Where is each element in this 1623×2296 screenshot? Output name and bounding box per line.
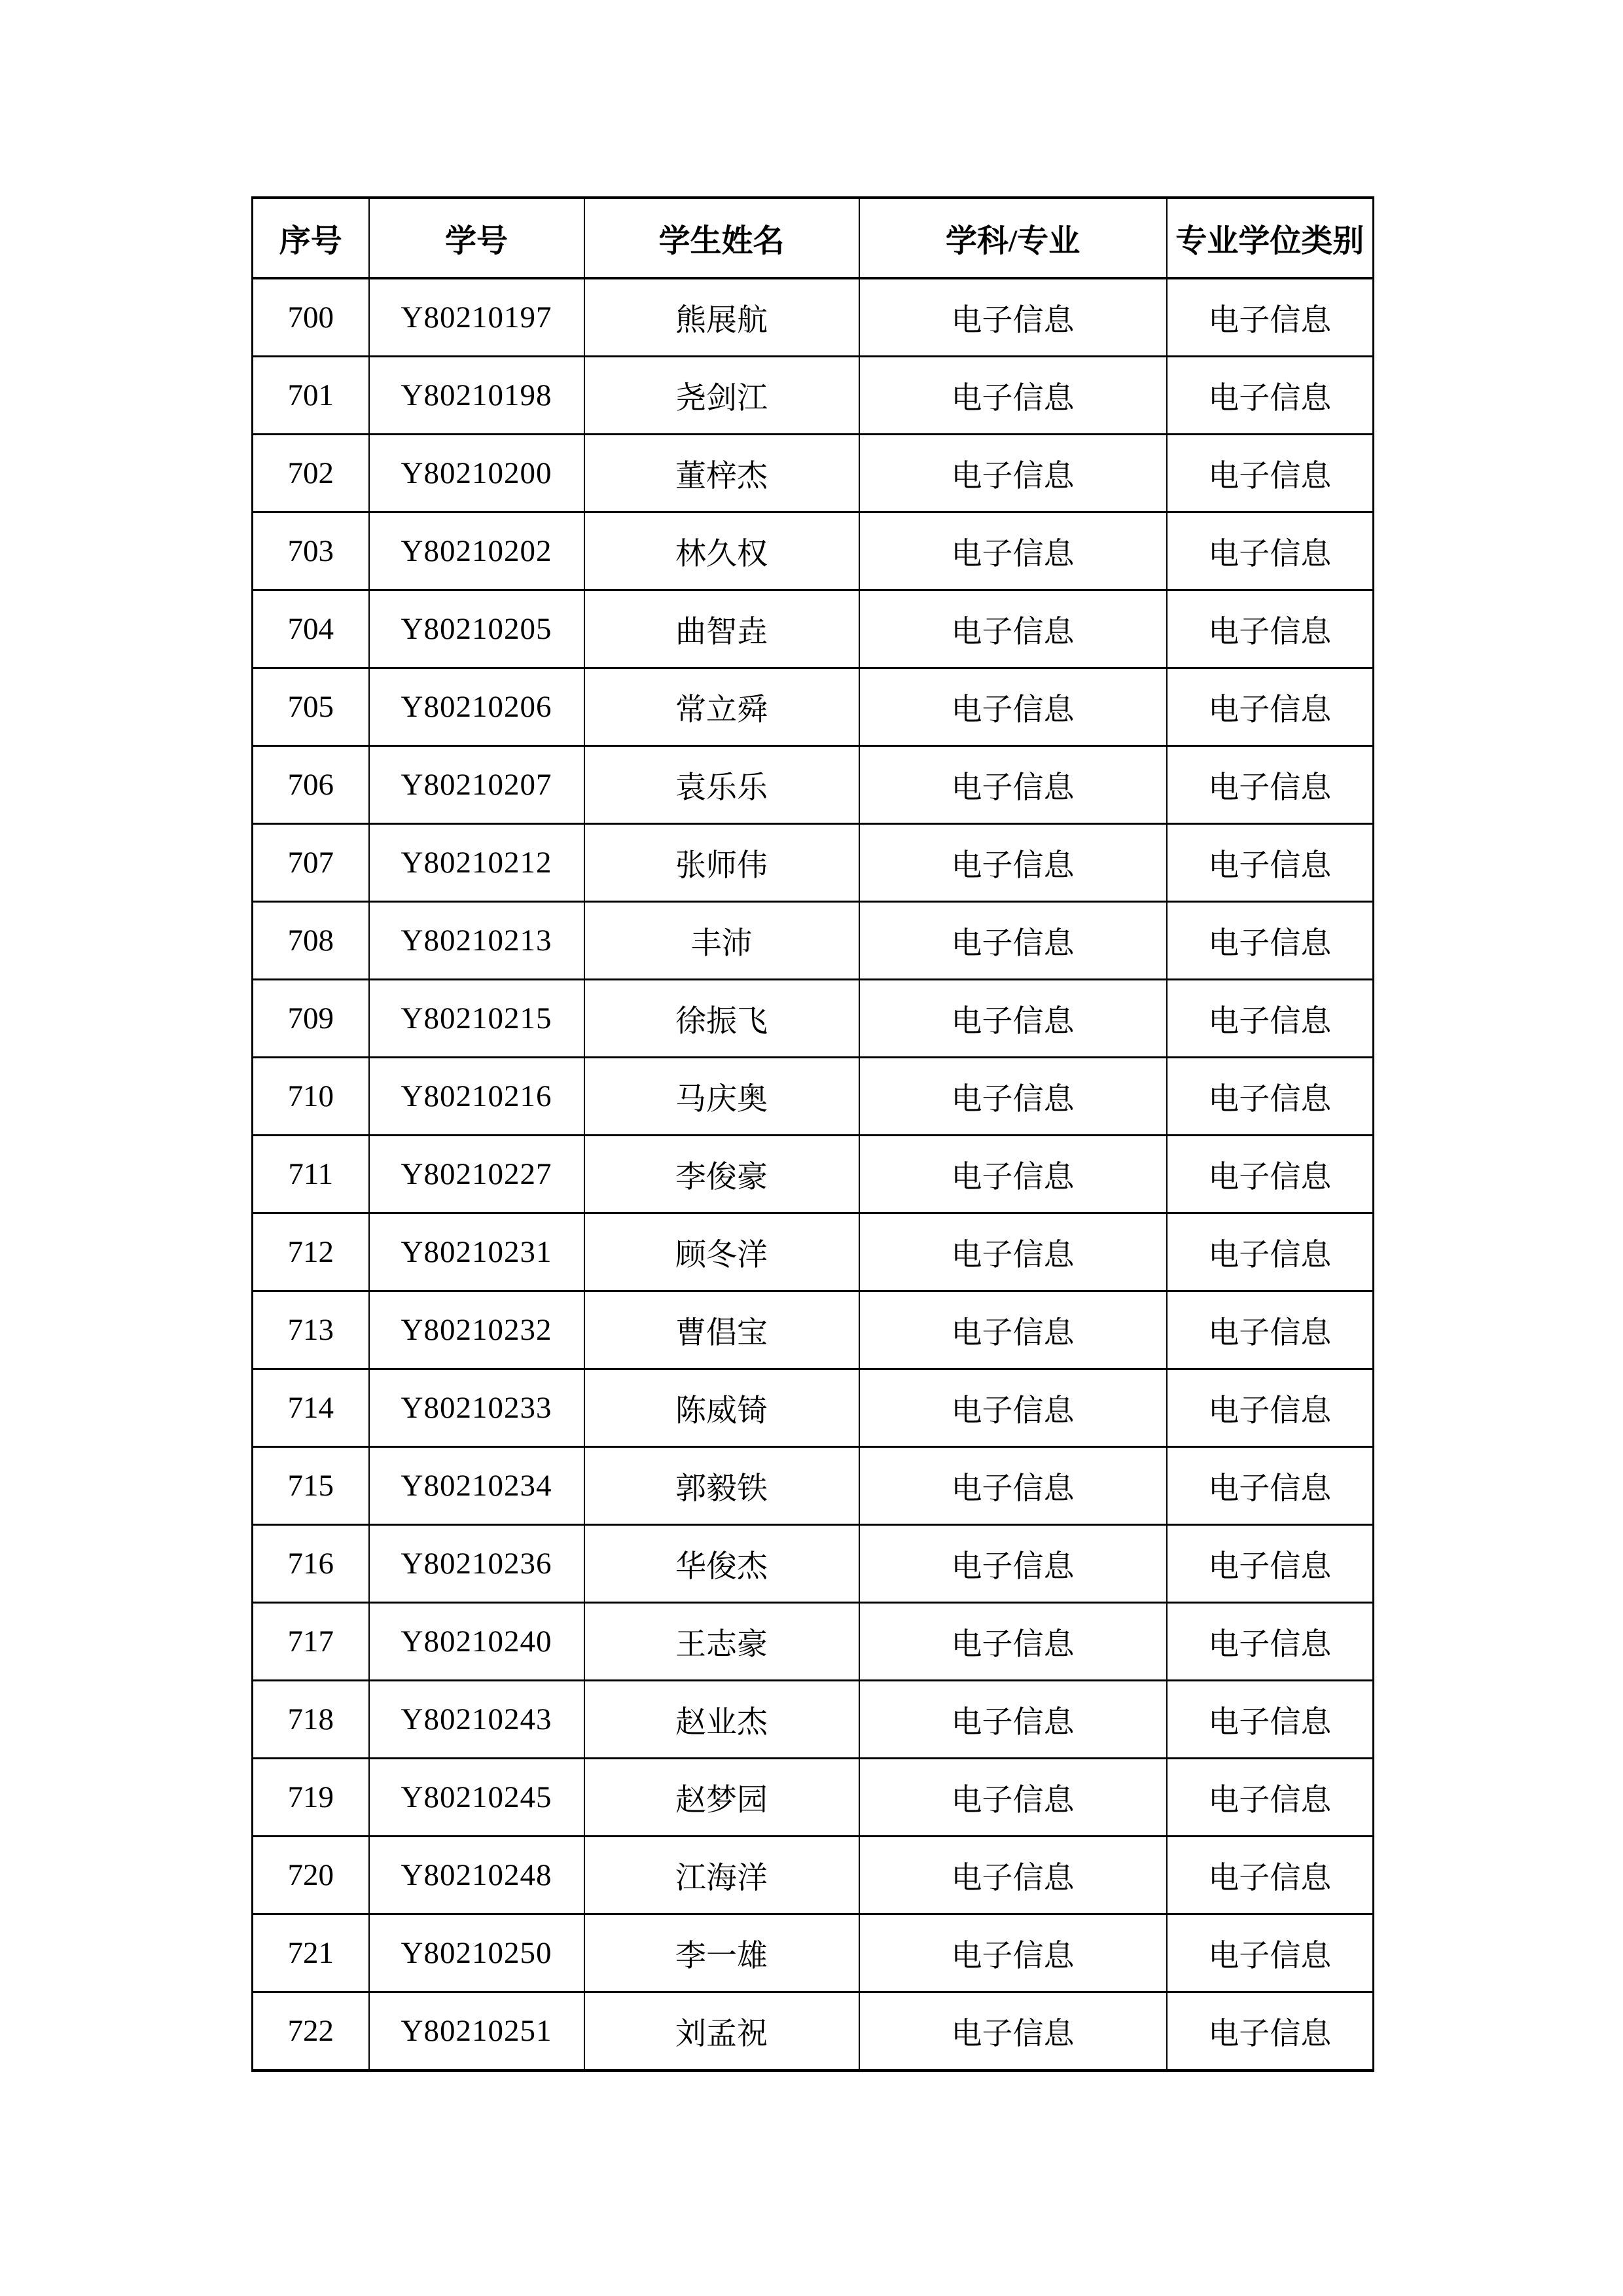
header-index: 序号 bbox=[253, 198, 369, 278]
cell-index: 721 bbox=[253, 1914, 369, 1992]
cell-index: 712 bbox=[253, 1213, 369, 1291]
cell-student-id: Y80210197 bbox=[369, 278, 584, 357]
cell-student-name: 曹倡宝 bbox=[584, 1291, 859, 1369]
table-row bbox=[253, 1759, 1374, 1837]
cell-degree-category: 电子信息 bbox=[1167, 824, 1374, 902]
cell-major: 电子信息 bbox=[859, 746, 1167, 824]
cell-student-id: Y80210240 bbox=[369, 1603, 584, 1681]
cell-degree-category: 电子信息 bbox=[1167, 1759, 1374, 1837]
cell-student-id: Y80210227 bbox=[369, 1136, 584, 1213]
cell-degree-category: 电子信息 bbox=[1167, 746, 1374, 824]
cell-major: 电子信息 bbox=[859, 1447, 1167, 1525]
cell-index: 708 bbox=[253, 902, 369, 980]
cell-major: 电子信息 bbox=[859, 980, 1167, 1058]
table-row bbox=[253, 1914, 1374, 1992]
cell-major: 电子信息 bbox=[859, 1291, 1167, 1369]
cell-student-id: Y80210200 bbox=[369, 435, 584, 512]
cell-major: 电子信息 bbox=[859, 357, 1167, 435]
cell-student-name: 徐振飞 bbox=[584, 980, 859, 1058]
cell-student-name: 赵梦园 bbox=[584, 1759, 859, 1837]
cell-major: 电子信息 bbox=[859, 590, 1167, 668]
cell-index: 700 bbox=[253, 278, 369, 357]
cell-index: 716 bbox=[253, 1525, 369, 1603]
header-student-name: 学生姓名 bbox=[584, 198, 859, 278]
cell-student-name: 尧剑江 bbox=[584, 357, 859, 435]
table-row bbox=[253, 1603, 1374, 1681]
cell-student-id: Y80210213 bbox=[369, 902, 584, 980]
cell-major: 电子信息 bbox=[859, 1369, 1167, 1447]
cell-major: 电子信息 bbox=[859, 512, 1167, 590]
cell-major: 电子信息 bbox=[859, 1136, 1167, 1213]
cell-student-id: Y80210231 bbox=[369, 1213, 584, 1291]
cell-major: 电子信息 bbox=[859, 824, 1167, 902]
cell-student-name: 董梓杰 bbox=[584, 435, 859, 512]
table-row bbox=[253, 1058, 1374, 1136]
cell-student-id: Y80210206 bbox=[369, 668, 584, 746]
cell-index: 715 bbox=[253, 1447, 369, 1525]
cell-student-id: Y80210236 bbox=[369, 1525, 584, 1603]
cell-student-name: 郭毅铁 bbox=[584, 1447, 859, 1525]
cell-student-name: 江海洋 bbox=[584, 1837, 859, 1914]
cell-major: 电子信息 bbox=[859, 902, 1167, 980]
table-row bbox=[253, 902, 1374, 980]
cell-degree-category: 电子信息 bbox=[1167, 1681, 1374, 1759]
header-student-id: 学号 bbox=[369, 198, 584, 278]
cell-major: 电子信息 bbox=[859, 1525, 1167, 1603]
cell-degree-category: 电子信息 bbox=[1167, 1914, 1374, 1992]
cell-index: 705 bbox=[253, 668, 369, 746]
cell-major: 电子信息 bbox=[859, 278, 1167, 357]
cell-student-name: 王志豪 bbox=[584, 1603, 859, 1681]
cell-student-name: 张师伟 bbox=[584, 824, 859, 902]
cell-student-id: Y80210198 bbox=[369, 357, 584, 435]
cell-student-id: Y80210245 bbox=[369, 1759, 584, 1837]
cell-index: 704 bbox=[253, 590, 369, 668]
cell-student-name: 李俊豪 bbox=[584, 1136, 859, 1213]
cell-student-name: 常立舜 bbox=[584, 668, 859, 746]
cell-degree-category: 电子信息 bbox=[1167, 278, 1374, 357]
cell-degree-category: 电子信息 bbox=[1167, 1369, 1374, 1447]
cell-major: 电子信息 bbox=[859, 1603, 1167, 1681]
table-row bbox=[253, 1837, 1374, 1914]
table-row bbox=[253, 1136, 1374, 1213]
cell-index: 717 bbox=[253, 1603, 369, 1681]
cell-degree-category: 电子信息 bbox=[1167, 1603, 1374, 1681]
cell-student-id: Y80210233 bbox=[369, 1369, 584, 1447]
cell-student-name: 赵业杰 bbox=[584, 1681, 859, 1759]
header-major: 学科/专业 bbox=[859, 198, 1167, 278]
cell-index: 702 bbox=[253, 435, 369, 512]
cell-index: 720 bbox=[253, 1837, 369, 1914]
cell-degree-category: 电子信息 bbox=[1167, 1447, 1374, 1525]
table-row bbox=[253, 357, 1374, 435]
table-row bbox=[253, 1213, 1374, 1291]
table-row bbox=[253, 746, 1374, 824]
cell-degree-category: 电子信息 bbox=[1167, 1992, 1374, 2071]
table-body bbox=[253, 278, 1374, 2071]
table-row bbox=[253, 1992, 1374, 2071]
table-row bbox=[253, 278, 1374, 357]
table-row bbox=[253, 1681, 1374, 1759]
cell-student-name: 顾冬洋 bbox=[584, 1213, 859, 1291]
table-row bbox=[253, 1525, 1374, 1603]
cell-index: 710 bbox=[253, 1058, 369, 1136]
cell-degree-category: 电子信息 bbox=[1167, 1136, 1374, 1213]
cell-student-name: 华俊杰 bbox=[584, 1525, 859, 1603]
cell-degree-category: 电子信息 bbox=[1167, 1837, 1374, 1914]
cell-index: 701 bbox=[253, 357, 369, 435]
table-row bbox=[253, 512, 1374, 590]
cell-major: 电子信息 bbox=[859, 1837, 1167, 1914]
cell-index: 714 bbox=[253, 1369, 369, 1447]
cell-student-name: 袁乐乐 bbox=[584, 746, 859, 824]
table-row bbox=[253, 668, 1374, 746]
cell-degree-category: 电子信息 bbox=[1167, 1213, 1374, 1291]
cell-student-id: Y80210202 bbox=[369, 512, 584, 590]
table-row bbox=[253, 1291, 1374, 1369]
cell-student-id: Y80210205 bbox=[369, 590, 584, 668]
cell-major: 电子信息 bbox=[859, 668, 1167, 746]
cell-major: 电子信息 bbox=[859, 435, 1167, 512]
cell-major: 电子信息 bbox=[859, 1213, 1167, 1291]
cell-student-id: Y80210251 bbox=[369, 1992, 584, 2071]
cell-degree-category: 电子信息 bbox=[1167, 590, 1374, 668]
cell-student-name: 林久权 bbox=[584, 512, 859, 590]
table-row bbox=[253, 590, 1374, 668]
cell-student-id: Y80210215 bbox=[369, 980, 584, 1058]
header-degree-category: 专业学位类别 bbox=[1167, 198, 1374, 278]
cell-student-id: Y80210250 bbox=[369, 1914, 584, 1992]
cell-index: 706 bbox=[253, 746, 369, 824]
cell-student-id: Y80210207 bbox=[369, 746, 584, 824]
cell-student-id: Y80210216 bbox=[369, 1058, 584, 1136]
cell-student-name: 李一雄 bbox=[584, 1914, 859, 1992]
cell-student-name: 熊展航 bbox=[584, 278, 859, 357]
cell-student-id: Y80210212 bbox=[369, 824, 584, 902]
cell-index: 707 bbox=[253, 824, 369, 902]
cell-student-name: 陈威锜 bbox=[584, 1369, 859, 1447]
cell-student-name: 曲智垚 bbox=[584, 590, 859, 668]
cell-degree-category: 电子信息 bbox=[1167, 512, 1374, 590]
cell-student-id: Y80210248 bbox=[369, 1837, 584, 1914]
cell-index: 711 bbox=[253, 1136, 369, 1213]
cell-student-id: Y80210234 bbox=[369, 1447, 584, 1525]
cell-student-name: 丰沛 bbox=[584, 902, 859, 980]
cell-major: 电子信息 bbox=[859, 1992, 1167, 2071]
cell-major: 电子信息 bbox=[859, 1058, 1167, 1136]
table-row bbox=[253, 435, 1374, 512]
table-row bbox=[253, 980, 1374, 1058]
table-row bbox=[253, 1447, 1374, 1525]
table-row bbox=[253, 1369, 1374, 1447]
cell-student-name: 刘孟祝 bbox=[584, 1992, 859, 2071]
cell-major: 电子信息 bbox=[859, 1759, 1167, 1837]
table-header-row bbox=[253, 198, 1374, 278]
cell-degree-category: 电子信息 bbox=[1167, 435, 1374, 512]
cell-student-id: Y80210243 bbox=[369, 1681, 584, 1759]
cell-index: 713 bbox=[253, 1291, 369, 1369]
cell-degree-category: 电子信息 bbox=[1167, 668, 1374, 746]
cell-student-name: 马庆奥 bbox=[584, 1058, 859, 1136]
cell-degree-category: 电子信息 bbox=[1167, 1525, 1374, 1603]
cell-degree-category: 电子信息 bbox=[1167, 1058, 1374, 1136]
cell-degree-category: 电子信息 bbox=[1167, 980, 1374, 1058]
cell-major: 电子信息 bbox=[859, 1914, 1167, 1992]
cell-degree-category: 电子信息 bbox=[1167, 357, 1374, 435]
cell-index: 709 bbox=[253, 980, 369, 1058]
student-roster-table bbox=[251, 196, 1374, 2072]
cell-degree-category: 电子信息 bbox=[1167, 902, 1374, 980]
cell-index: 703 bbox=[253, 512, 369, 590]
cell-index: 719 bbox=[253, 1759, 369, 1837]
cell-student-id: Y80210232 bbox=[369, 1291, 584, 1369]
cell-index: 722 bbox=[253, 1992, 369, 2071]
cell-major: 电子信息 bbox=[859, 1681, 1167, 1759]
cell-degree-category: 电子信息 bbox=[1167, 1291, 1374, 1369]
cell-index: 718 bbox=[253, 1681, 369, 1759]
table-row bbox=[253, 824, 1374, 902]
